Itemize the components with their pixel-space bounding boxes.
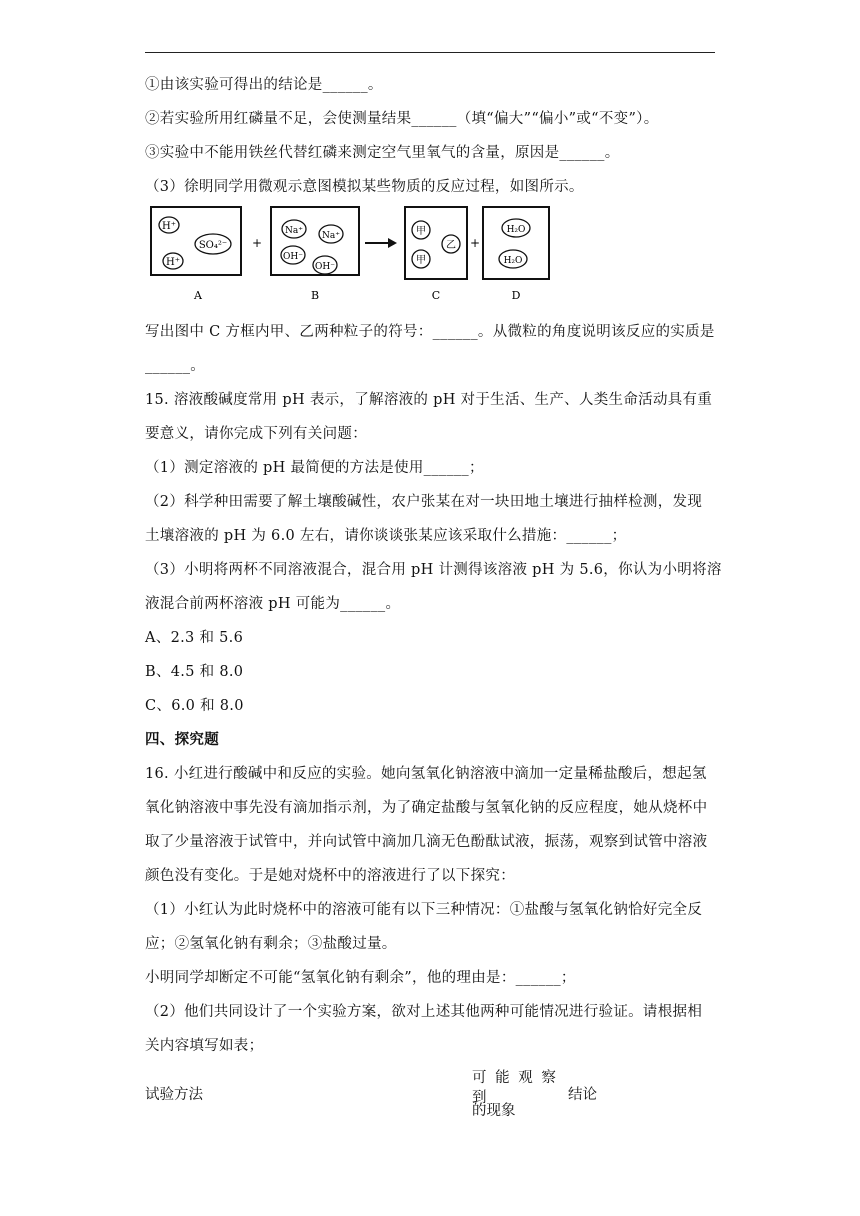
box-b-ion-3: OH⁻ [283,252,303,262]
option-b: B、4.5 和 8.0 [145,664,244,680]
text-line-6: ______。 [145,358,206,374]
box-d-molecule-1: H₂O [506,225,526,235]
question-16-part-1-line-2: 应；②氢氧化钠有剩余；③盐酸过量。 [145,936,397,952]
box-c-particle-1: 甲 [416,226,426,237]
box-a-ion-3: SO₄²⁻ [198,240,228,251]
box-c-particle-3: 乙 [446,240,456,251]
box-a-ion-2: H⁺ [166,257,180,268]
text-line-4: （3）徐明同学用微观示意图模拟某些物质的反应过程，如图所示。 [145,179,584,195]
question-16-line-3: 取了少量溶液于试管中，并向试管中滴加几滴无色酚酞试液，振荡，观察到试管中溶液 [145,834,708,850]
question-16-line-2: 氧化钠溶液中事先没有滴加指示剂，为了确定盐酸与氢氧化钠的反应程度，她从烧杯中 [145,800,708,816]
question-16-line-4: 颜色没有变化。于是她对烧杯中的溶液进行了以下探究： [145,868,515,884]
question-16-part-2-line-2: 关内容填写如表； [145,1038,264,1054]
plus-sign-2: + [469,236,481,250]
question-15-part-3-line-2: 液混合前两杯溶液 pH 可能为______。 [145,596,401,612]
section-heading: 四、探究题 [145,731,219,748]
question-15-line-1: 15. 溶液酸碱度常用 pH 表示，了解溶液的 pH 对于生活、生产、人类生命活动具有重 [145,392,713,408]
option-a: A、2.3 和 5.6 [145,630,244,646]
box-d-molecule-2: H₂O [503,256,523,266]
box-b-label: B [310,289,320,302]
box-b-ion-2: Na⁺ [322,231,340,241]
box-a-ion-1: H⁺ [162,221,176,232]
table-header-method: 试验方法 [145,1087,203,1103]
table-header-phenomenon-line-2: 的现象 [472,1103,516,1119]
box-c-particle-2: 甲 [416,255,426,266]
option-c: C、6.0 和 8.0 [145,698,244,714]
box-c [405,207,467,302]
table-header-phenomenon-line-1: 可 能 观 察 到 [472,1070,558,1106]
box-a [151,207,241,302]
text-line-2: ②若实验所用红磷量不足，会使测量结果______（填“偏大”“偏小”或“不变”）。 [145,111,659,127]
question-15-part-2-line-1: （2）科学种田需要了解土壤酸碱性，农户张某在对一块田地土壤进行抽样检测，发现 [145,494,703,510]
question-15-part-1: （1）测定溶液的 pH 最简便的方法是使用______； [145,460,484,476]
question-16-reason: 小明同学却断定不可能“氢氧化钠有剩余”，他的理由是：______； [145,970,576,986]
box-d-label: D [511,289,521,302]
question-16-part-1-line-1: （1）小红认为此时烧杯中的溶液可能有以下三种情况：①盐酸与氢氧化钠恰好完全反 [145,902,703,918]
box-a-label: A [194,289,202,302]
question-15-part-3-line-1: （3）小明将两杯不同溶液混合，混合用 pH 计测得该溶液 pH 为 5.6，你认为小明将溶 [145,562,722,578]
question-16-part-2-line-1: （2）他们共同设计了一个实验方案，欲对上述其他两种可能情况进行验证。请根据相 [145,1004,703,1020]
box-c-label: C [431,289,441,302]
reaction-arrow [365,238,397,248]
text-line-1: ①由该实验可得出的结论是______。 [145,77,383,93]
text-line-5: 写出图中 C 方框内甲、乙两种粒子的符号：______。从微粒的角度说明该反应的实质是 [145,324,715,340]
reaction-diagram [145,203,555,308]
box-d [483,207,549,302]
text-line-3: ③实验中不能用铁丝代替红磷来测定空气里氧气的含量，原因是______。 [145,145,620,161]
table-header-conclusion: 结论 [568,1087,597,1103]
box-b-ion-4: OH⁻ [315,262,335,272]
box-b [271,207,359,302]
header-rule [145,52,715,53]
question-15-line-2: 要意义，请你完成下列有关问题： [145,426,367,442]
question-15-part-2-line-2: 土壤溶液的 pH 为 6.0 左右，请你谈谈张某应该采取什么措施：______； [145,528,627,544]
question-16-line-1: 16. 小红进行酸碱中和反应的实验。她向氢氧化钠溶液中滴加一定量稀盐酸后，想起氢 [145,766,707,782]
box-b-ion-1: Na⁺ [285,226,303,236]
plus-sign-1: + [251,236,263,250]
